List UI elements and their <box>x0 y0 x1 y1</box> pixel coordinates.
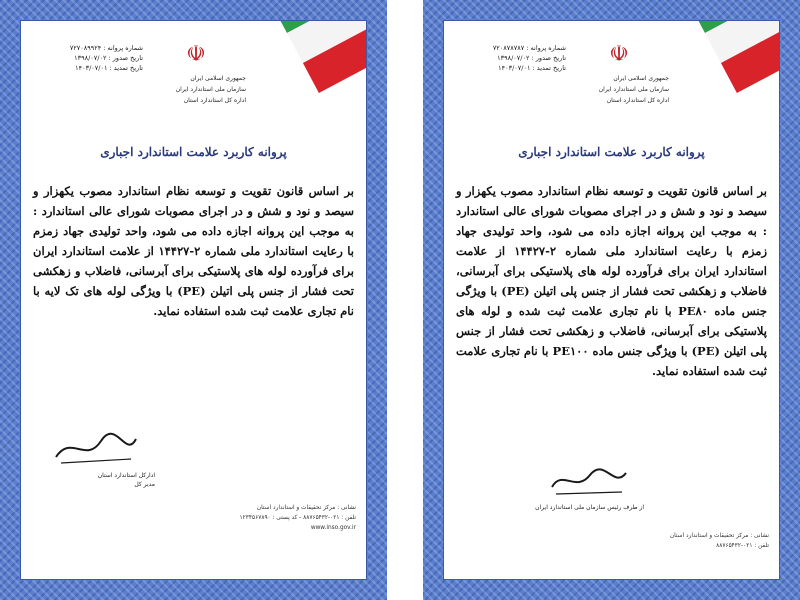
certificate-body <box>33 181 354 337</box>
certificate-meta <box>456 43 566 73</box>
signature-stamp <box>51 429 141 469</box>
certificate-paper <box>20 20 367 580</box>
issuer-line: جمهوری اسلامی ایران <box>190 75 246 82</box>
issuer-line: سازمان ملی استاندارد ایران <box>175 86 246 93</box>
issuer-block <box>569 73 669 106</box>
footer-line: نشانی : مرکز تحقیقات و استاندارد استان <box>256 505 356 511</box>
iran-flag-ribbon <box>271 20 367 135</box>
signature-caption-line: ادارکل استاندارد استان <box>97 472 155 479</box>
certificate-title: پروانه کاربرد علامت استاندارد اجباری <box>100 145 287 159</box>
iran-emblem-icon: ☫ <box>186 42 206 67</box>
certificate-left <box>0 0 387 600</box>
issuer-line: اداره کل استاندارد استان <box>606 97 669 104</box>
meta-line: تاریخ صدور : ۱۳۹۸/۰۷/۰۲ <box>497 54 566 62</box>
meta-line: تاریخ صدور : ۱۳۹۸/۰۷/۰۲ <box>74 54 143 62</box>
footer-line: تلفن : ۰۲۱-۸۸۷۶۵۴۳۲ - کد پستی : ۱۲۳۴۵۶۷۸۹۰ <box>239 515 356 521</box>
meta-line: شماره پروانه : ۷۲۷۰۸۹۹۲۴ <box>69 44 143 52</box>
meta-line: تاریخ تمدید : ۱۴۰۳/۰۷/۰۱ <box>75 64 143 72</box>
signature-caption <box>534 503 644 512</box>
certificate-footer <box>454 531 769 551</box>
signature-stamp <box>544 461 634 501</box>
meta-line: شماره پروانه : ۷۲۰۸۷۸۷۸۷ <box>492 44 566 52</box>
issuer-block <box>146 73 246 106</box>
footer-line: نشانی : مرکز تحقیقات و استاندارد استان <box>669 533 769 539</box>
issuer-line: اداره کل استاندارد استان <box>183 97 246 104</box>
certificate-footer <box>31 503 356 533</box>
meta-line: تاریخ تمدید : ۱۴۰۳/۰۷/۰۱ <box>498 64 566 72</box>
issuer-line: جمهوری اسلامی ایران <box>613 75 669 82</box>
iran-emblem-icon: ☫ <box>609 42 629 67</box>
certificate-paper <box>443 20 780 580</box>
signature-caption-line: مدیر کل <box>134 481 155 488</box>
footer-line: تلفن : ۰۲۱-۸۸۷۶۵۴۳۲ <box>716 543 769 549</box>
certificate-title: پروانه کاربرد علامت استاندارد اجباری <box>518 145 705 159</box>
footer-line: www.inso.gov.ir <box>310 525 356 531</box>
body-paragraph: بر اساس قانون تقویت و توسعه نظام استاندارد مصوب یکهزار و سیصد و نود و شش و در اجرای مصوبات شورای عالی استاندارد : به موجب این پروانه اجازه داده می شود، واحد تولیدی جهاد زمزم با رعایت استاندارد ملی شماره ۲-۱۴۴۲۷ از علامت استاندارد ایران برای فرآورده لوله های پلاستیکی برای آبرسانی، فاضلاب و زهکشی تحت فشار از جنس پلی اتیلن (PE) با ویژگی جنس ماده PE۸۰ با نام تجاری علامت ثبت شده و لوله های پلاستیکی برای آبرسانی، فاضلاب و زهکشی تحت فشار از جنس پلی اتیلن (PE) با ویژگی جنس ماده PE۱۰۰ با نام تجاری علامت ثبت شده استفاده نماید. <box>456 184 768 378</box>
signature-caption <box>45 471 155 489</box>
body-paragraph: بر اساس قانون تقویت و توسعه نظام استاندارد مصوب یکهزار و سیصد و نود و شش و در اجرای مصوبات شورای عالی استاندارد : به موجب این پروانه اجازه داده می شود، واحد تولیدی جهاد زمزم با رعایت استاندارد ملی شماره ۲-۱۴۴۲۷ از علامت استاندارد ایران برای فرآورده لوله های پلاستیکی برای آبرسانی، فاضلاب و زهکشی تحت فشار از جنس پلی اتیلن (PE) با ویژگی لوله های تک لایه با نام تجاری علامت ثبت شده استفاده نماید. <box>33 184 355 318</box>
signature-caption-line: از طرف رئیس سازمان ملی استاندارد ایران <box>535 504 644 511</box>
certificate-body <box>456 181 767 397</box>
issuer-line: سازمان ملی استاندارد ایران <box>598 86 669 93</box>
iran-flag-ribbon <box>689 20 780 135</box>
certificate-meta <box>33 43 143 73</box>
certificate-right <box>423 0 800 600</box>
